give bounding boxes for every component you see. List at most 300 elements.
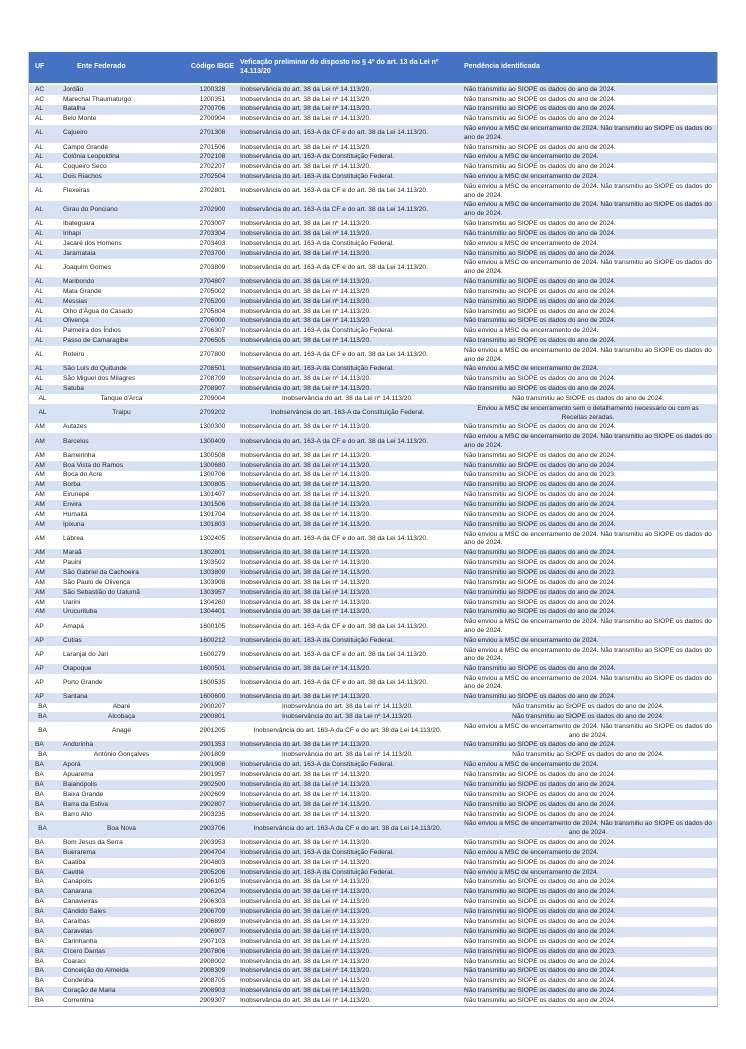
cell-pendencia: Não transmitiu ao SIOPE os dados do ano de 2024. (464, 297, 616, 305)
cell-uf: AL (35, 385, 44, 393)
cell-uf: BA (38, 713, 47, 721)
cell-uf: AP (35, 693, 44, 701)
cell-uf: AM (35, 423, 45, 431)
table-row (29, 888, 717, 898)
cell-uf: AP (35, 679, 44, 687)
cell-pendencia: Não transmitiu ao SIOPE os dados do ano de 2024. (464, 491, 616, 499)
cell-ente: Mata Grande (63, 287, 102, 295)
cell-ente: Caatiba (63, 858, 86, 866)
cell-codigo: 1301704 (199, 510, 226, 518)
cell-pendencia: Não transmitiu ao SIOPE os dados do ano de 2024. (464, 549, 616, 557)
table-row (29, 115, 717, 125)
cell-codigo: 1300508 (199, 451, 226, 459)
cell-uf: AL (35, 297, 44, 305)
cell-uf: BA (35, 888, 44, 896)
cell-pendencia: Não enviou a MSC de encerramento de 2024. Não transmitiu ao SIOPE os dados do ano de 2024. (464, 646, 712, 663)
table-row (29, 996, 717, 1006)
cell-pendencia: Não transmitiu ao SIOPE os dados do ano de 2024. (464, 461, 616, 469)
table-row (29, 307, 717, 317)
cell-codigo: 2906709 (199, 908, 226, 916)
cell-veiculacao: Inobservância do art. 38 da Lei nº 14.113/20. (240, 317, 371, 325)
cell-veiculacao: Inobservância do art. 38 da Lei nº 14.113/20. (240, 549, 371, 557)
cell-ente: Barreirinha (63, 451, 96, 459)
cell-pendencia: Não transmitiu ao SIOPE os dados do ano de 2024. (464, 317, 616, 325)
cell-codigo: 2901957 (199, 771, 226, 778)
cell-pendencia: Não transmitiu ao SIOPE os dados do ano de 2024. (464, 878, 616, 886)
cell-veiculacao: Inobservância do art. 163-A da Constituição Federal. (240, 327, 394, 335)
cell-veiculacao: Inobservância do art. 38 da Lei nº 14.113/20. (240, 297, 371, 305)
cell-codigo: 2708501 (199, 365, 226, 373)
cell-veiculacao: Inobservância do art. 38 da Lei nº 14.113/20. (240, 568, 371, 576)
cell-pendencia: Não transmitiu ao SIOPE os dados do ano de 2024. (464, 385, 616, 393)
cell-codigo: 2702801 (199, 187, 226, 195)
cell-pendencia: Não transmitiu ao SIOPE os dados do ano de 2024. (464, 143, 616, 151)
cell-uf: BA (35, 810, 44, 818)
table-row (29, 143, 717, 153)
cell-pendencia: Não transmitiu ao SIOPE os dados do ano de 2024. (464, 937, 616, 945)
pendencias-table (28, 52, 718, 1007)
cell-ente: Urucurituba (63, 608, 98, 616)
cell-uf: BA (35, 838, 44, 846)
header-ente: Ente Federado (77, 63, 126, 71)
cell-ente: Maraã (63, 549, 82, 557)
table-row (29, 219, 717, 229)
cell-veiculacao: Inobservância do art. 38 da Lei nº 14.113/20. (240, 578, 371, 586)
cell-uf: BA (35, 898, 44, 906)
cell-codigo: 2703809 (199, 263, 226, 271)
cell-ente: Jaramataia (63, 249, 96, 257)
cell-ente: São Miguel dos Milagres (63, 375, 136, 383)
header-pendencia: Pendência identificada (464, 63, 540, 71)
cell-uf: AL (35, 239, 44, 247)
cell-ente: Buerarema (63, 848, 96, 856)
cell-codigo: 2702504 (199, 173, 226, 181)
cell-codigo: 2906204 (199, 888, 226, 896)
table-row (29, 770, 717, 780)
cell-uf: AL (35, 365, 44, 373)
cell-codigo: 2703007 (199, 219, 226, 227)
cell-ente: Canavieiras (63, 898, 98, 906)
cell-veiculacao: Inobservância do art. 163-A da CF e do art. 38 da Lei 14.113/20. (240, 679, 428, 687)
cell-pendencia: Não transmitiu ao SIOPE os dados do ano de 2024. (464, 858, 616, 866)
cell-uf: BA (35, 800, 44, 808)
cell-uf: BA (35, 977, 44, 985)
cell-veiculacao: Inobservância do art. 38 da Lei nº 14.113/20. (240, 693, 371, 701)
table-row (29, 510, 717, 520)
cell-uf: AM (35, 501, 45, 509)
cell-veiculacao: Inobservância do art. 38 da Lei nº 14.113/20. (240, 337, 371, 345)
cell-ente: São Paulo de Olivença (63, 578, 131, 586)
cell-codigo: 2904803 (199, 858, 226, 866)
cell-ente: Cândido Sales (63, 908, 106, 916)
cell-ente: Boa Vista do Ramos (63, 461, 123, 469)
cell-pendencia: Não enviou a MSC de encerramento de 2024. Não transmitiu ao SIOPE os dados do ano de 2024. (464, 125, 712, 141)
table-row (29, 751, 717, 761)
cell-pendencia: Não transmitiu ao SIOPE os dados do ano de 2024. (464, 917, 616, 925)
cell-veiculacao: Inobservância do art. 163-A da Constituição Federal. (240, 848, 394, 856)
cell-veiculacao: Inobservância do art. 38 da Lei nº 14.113/20. (240, 451, 371, 459)
cell-veiculacao: Inobservância do art. 38 da Lei nº 14.113/20. (240, 898, 371, 906)
table-row (29, 598, 717, 608)
cell-ente: Coqueiro Seco (63, 163, 107, 171)
cell-pendencia: Não enviou a MSC de encerramento de 2024. Não transmitiu ao SIOPE os dados do ano de 2024. (464, 618, 712, 634)
cell-codigo: 2703403 (199, 239, 226, 247)
cell-ente: Barro Alto (63, 810, 92, 818)
cell-uf: BA (38, 751, 47, 759)
cell-veiculacao: Inobservância do art. 38 da Lei nº 14.113/20. (240, 598, 371, 606)
cell-codigo: 2705804 (199, 307, 226, 315)
cell-veiculacao: Inobservância do art. 38 da Lei nº 14.113/20. (240, 375, 371, 383)
cell-veiculacao: Inobservância do art. 163-A da CF e do art. 38 da Lei 14.113/20. (240, 650, 428, 658)
cell-pendencia: Não transmitiu ao SIOPE os dados do ano de 2024. (464, 838, 616, 846)
cell-codigo: 2900207 (199, 703, 226, 711)
cell-veiculacao: Inobservância do art. 38 da Lei nº 14.113/20. (282, 751, 413, 759)
cell-veiculacao: Inobservância do art. 38 da Lei nº 14.113/20. (240, 423, 371, 431)
cell-uf: AM (35, 437, 45, 445)
table-row (29, 404, 717, 422)
cell-pendencia: Não enviou a MSC de encerramento de 2024. (464, 868, 599, 876)
cell-pendencia: Não transmitiu ao SIOPE os dados do ano de 2024. (464, 105, 616, 113)
cell-veiculacao: Inobservância do art. 163-A da CF e do art. 38 da Lei 14.113/20. (240, 263, 428, 271)
cell-veiculacao: Inobservância do art. 38 da Lei nº 14.113/20. (240, 858, 371, 866)
cell-ente: Condeúba (63, 977, 94, 985)
cell-pendencia: Não transmitiu ao SIOPE os dados do ano de 2024. (464, 908, 616, 916)
cell-veiculacao: Inobservância do art. 38 da Lei nº 14.113/20. (240, 461, 371, 469)
table-row (29, 520, 717, 530)
cell-veiculacao: Inobservância do art. 38 da Lei nº 14.113/20. (240, 838, 371, 846)
cell-uf: AM (35, 471, 45, 479)
cell-uf: AM (35, 608, 45, 616)
table-row (29, 491, 717, 501)
cell-codigo: 2700706 (199, 105, 226, 113)
cell-ente: Coração de Maria (63, 987, 116, 995)
table-row (29, 530, 717, 548)
cell-pendencia: Não enviou a MSC de encerramento de 2024. (464, 761, 599, 769)
cell-pendencia: Não transmitiu ao SIOPE os dados do ano de 2024. (464, 115, 616, 123)
cell-ente: Andorinha (63, 741, 94, 749)
table-row (29, 163, 717, 173)
cell-veiculacao: Inobservância do art. 38 da Lei nº 14.113/20. (240, 471, 371, 479)
cell-uf: AM (35, 588, 45, 596)
table-row (29, 153, 717, 163)
cell-pendencia: Não transmitiu ao SIOPE os dados do ano de 2024. (464, 888, 616, 896)
cell-veiculacao: Inobservância do art. 38 da Lei nº 14.113/20. (240, 501, 371, 509)
cell-codigo: 1303809 (199, 568, 226, 576)
cell-veiculacao: Inobservância do art. 38 da Lei nº 14.113/20. (240, 385, 371, 393)
cell-codigo: 2705200 (199, 297, 226, 305)
cell-pendencia: Não enviou a MSC de encerramento de 2024. Não transmitiu ao SIOPE os dados do ano de 2024. (464, 722, 712, 739)
cell-ente: Tanque d'Arca (100, 395, 143, 403)
cell-uf: AL (38, 409, 47, 417)
cell-codigo: 1302405 (199, 535, 226, 543)
cell-codigo: 2702108 (199, 153, 226, 161)
cell-codigo: 2908309 (199, 967, 226, 975)
cell-veiculacao: Inobservância do art. 38 da Lei nº 14.113/20. (240, 491, 371, 499)
cell-codigo: 2906105 (199, 878, 226, 886)
cell-pendencia: Não transmitiu ao SIOPE os dados do ano de 2024. (464, 977, 616, 985)
cell-ente: Envira (63, 501, 82, 509)
cell-codigo: 1600105 (199, 622, 226, 630)
cell-codigo: 1304260 (199, 598, 226, 606)
cell-codigo: 2906899 (199, 917, 226, 925)
cell-veiculacao: Inobservância do art. 163-A da Constituição Federal. (240, 365, 394, 373)
cell-uf: AL (35, 263, 44, 271)
cell-veiculacao: Inobservância do art. 38 da Lei nº 14.113/20. (240, 115, 371, 123)
cell-codigo: 2909307 (199, 997, 226, 1005)
cell-pendencia: Não transmitiu ao SIOPE os dados do ano de 2024. (464, 741, 616, 749)
cell-ente: Abaré (112, 703, 131, 711)
cell-uf: AL (35, 327, 44, 335)
cell-uf: BA (35, 997, 44, 1005)
cell-uf: AC (35, 85, 45, 93)
cell-uf: BA (35, 741, 44, 749)
table-row (29, 712, 717, 722)
cell-uf: AM (35, 568, 45, 576)
cell-veiculacao: Inobservância do art. 38 da Lei nº 14.113/20. (240, 95, 371, 103)
table-row (29, 500, 717, 510)
cell-codigo: 2908002 (199, 957, 226, 965)
table-row (29, 558, 717, 568)
cell-pendencia: Não transmitiu ao SIOPE os dados do ano de 2024. (464, 510, 616, 518)
cell-uf: BA (35, 848, 44, 856)
cell-veiculacao: Inobservância do art. 38 da Lei nº 14.113/20. (240, 559, 371, 567)
cell-veiculacao: Inobservância do art. 38 da Lei nº 14.113/20. (240, 947, 371, 955)
cell-pendencia: Não transmitiu ao SIOPE os dados do ano de 2024. (464, 451, 616, 459)
cell-codigo: 2706505 (199, 337, 226, 345)
table-row (29, 327, 717, 337)
cell-pendencia: Não transmitiu ao SIOPE os dados do ano de 2024. (464, 810, 616, 818)
table-row (29, 549, 717, 559)
cell-ente: Caetité (63, 868, 84, 876)
cell-ente: Cajueiro (63, 129, 88, 137)
cell-ente: Cutias (63, 636, 82, 644)
table-row (29, 760, 717, 770)
cell-ente: Barcelos (63, 437, 89, 445)
cell-ente: Boca do Acre (63, 471, 103, 479)
cell-codigo: 1200328 (199, 85, 226, 93)
cell-uf: AL (35, 143, 44, 151)
cell-codigo: 2702900 (199, 205, 226, 213)
cell-codigo: 2908903 (199, 987, 226, 995)
cell-uf: AL (38, 395, 47, 403)
cell-veiculacao: Inobservância do art. 163-A da CF e do art. 38 da Lei 14.113/20. (240, 205, 428, 213)
table-header-row (29, 52, 717, 85)
cell-veiculacao: Inobservância do art. 38 da Lei nº 14.113/20. (240, 143, 371, 151)
cell-pendencia: Não enviou a MSC de encerramento de 2024. (464, 848, 599, 856)
cell-codigo: 1300409 (199, 437, 226, 445)
cell-codigo: 2700904 (199, 115, 226, 123)
cell-ente: Olho d'Água do Casado (63, 307, 133, 315)
cell-uf: AL (35, 129, 44, 137)
cell-ente: Humaitá (63, 510, 88, 518)
cell-pendencia: Não transmitiu ao SIOPE os dados do ano de 2024. (464, 85, 616, 93)
cell-pendencia: Não transmitiu ao SIOPE os dados do ano de 2024. (464, 249, 616, 257)
table-row (29, 800, 717, 810)
table-row (29, 703, 717, 713)
cell-uf: AM (35, 598, 45, 606)
cell-uf: AL (35, 105, 44, 113)
cell-uf: AL (35, 187, 44, 195)
cell-pendencia: Não enviou a MSC de encerramento de 2024. Não transmitiu ao SIOPE os dados do ano de 2024. (464, 530, 712, 547)
cell-veiculacao: Inobservância do art. 163-A da CF e do art. 38 da Lei 14.113/20. (240, 622, 428, 630)
cell-ente: Coaraci (63, 957, 86, 965)
cell-ente: Jordão (63, 85, 84, 93)
cell-ente: Flexeiras (63, 187, 90, 195)
cell-codigo: 2901205 (199, 727, 226, 735)
cell-pendencia: Não transmitiu ao SIOPE os dados do ano de 2024. (464, 375, 616, 383)
cell-veiculacao: Inobservância do art. 38 da Lei nº 14.113/20. (240, 987, 371, 995)
cell-uf: AP (35, 622, 44, 630)
table-row (29, 201, 717, 219)
cell-ente: Inhapi (63, 229, 81, 237)
cell-codigo: 2900801 (199, 713, 226, 721)
table-row (29, 173, 717, 183)
table-row (29, 423, 717, 433)
cell-codigo: 2705002 (199, 287, 226, 295)
table-body (29, 85, 717, 1006)
cell-codigo: 2901809 (199, 751, 226, 759)
cell-uf: AL (35, 351, 44, 359)
cell-pendencia: Não transmitiu ao SIOPE os dados do ano de 2024. (464, 800, 616, 808)
table-row (29, 229, 717, 239)
cell-uf: BA (35, 780, 44, 788)
cell-ente: Autazes (63, 423, 87, 431)
table-row (29, 674, 717, 692)
cell-uf: AL (35, 277, 44, 285)
cell-uf: AL (35, 173, 44, 181)
cell-pendencia: Não transmitiu ao SIOPE os dados do ano de 2024. (464, 790, 616, 798)
cell-uf: AL (35, 375, 44, 383)
cell-uf: BA (35, 790, 44, 798)
cell-veiculacao: Inobservância do art. 163-A da CF e do art. 38 da Lei 14.113/20. (253, 727, 442, 735)
cell-uf: AM (35, 559, 45, 567)
cell-ente: Roteiro (63, 351, 85, 359)
cell-codigo: 2701308 (199, 129, 226, 137)
table-row (29, 646, 717, 664)
cell-uf: AM (35, 549, 45, 557)
cell-veiculacao: Inobservância do art. 163-A da Constituição Federal. (240, 153, 394, 161)
cell-veiculacao: Inobservância do art. 38 da Lei nº 14.113/20. (240, 163, 371, 171)
cell-pendencia: Não enviou a MSC de encerramento de 2024. Não transmitiu ao SIOPE os dados do ano de 2024. (464, 183, 712, 199)
table-row (29, 608, 717, 618)
table-row (29, 259, 717, 277)
table-row (29, 249, 717, 259)
cell-veiculacao: Inobservância do art. 38 da Lei nº 14.113/20. (240, 510, 371, 518)
cell-veiculacao: Inobservância do art. 163-A da CF e do art. 38 da Lei 14.113/20. (253, 824, 442, 832)
cell-pendencia: Não transmitiu ao SIOPE os dados do ano de 2023. (464, 471, 616, 479)
cell-codigo: 1600212 (199, 636, 226, 644)
cell-codigo: 1600279 (199, 650, 226, 658)
header-uf: UF (35, 63, 45, 71)
cell-ente: Dois Riachos (63, 173, 102, 181)
cell-veiculacao: Inobservância do art. 38 da Lei nº 14.113/20. (240, 771, 371, 778)
table-row (29, 977, 717, 987)
cell-ente: Borba (63, 481, 81, 489)
cell-codigo: 1301803 (199, 520, 226, 528)
cell-codigo: 2906907 (199, 927, 226, 935)
cell-codigo: 1300300 (199, 423, 226, 431)
cell-pendencia: Não transmitiu ao SIOPE os dados do ano de 2024. (464, 693, 616, 701)
cell-ente: Maribondo (63, 277, 95, 285)
cell-pendencia: Não transmitiu ao SIOPE os dados do ano de 2024. (464, 987, 616, 995)
cell-veiculacao: Inobservância do art. 38 da Lei nº 14.113/20. (240, 908, 371, 916)
cell-uf: BA (35, 957, 44, 965)
cell-veiculacao: Inobservância do art. 38 da Lei nº 14.113/20. (240, 927, 371, 935)
cell-ente: Apuarema (63, 771, 94, 778)
table-row (29, 588, 717, 598)
cell-veiculacao: Inobservância do art. 38 da Lei nº 14.113/20. (240, 287, 371, 295)
cell-veiculacao: Inobservância do art. 38 da Lei nº 14.113/20. (282, 395, 413, 403)
cell-ente: São Gabriel da Cachoeira (63, 568, 139, 576)
table-row (29, 346, 717, 364)
cell-veiculacao: Inobservância do art. 38 da Lei nº 14.113/20. (240, 520, 371, 528)
cell-pendencia: Não transmitiu ao SIOPE os dados do ano de 2024. (464, 927, 616, 935)
cell-pendencia: Não transmitiu ao SIOPE os dados do ano de 2024. (464, 277, 616, 285)
cell-veiculacao: Inobservância do art. 38 da Lei nº 14.113/20. (240, 800, 371, 808)
cell-ente: Carinhanha (63, 937, 98, 945)
cell-codigo: 1600501 (199, 665, 226, 673)
cell-veiculacao: Inobservância do art. 38 da Lei nº 14.113/20. (240, 481, 371, 489)
cell-pendencia: Não transmitiu ao SIOPE os dados do ano de 2024. (464, 501, 616, 509)
table-row (29, 578, 717, 588)
cell-codigo: 1600535 (199, 679, 226, 687)
cell-ente: Baixa Grande (63, 790, 104, 798)
cell-uf: AP (35, 650, 44, 658)
cell-ente: Colônia Leopoldina (63, 153, 120, 161)
cell-ente: Belo Monte (63, 115, 97, 123)
cell-veiculacao: Inobservância do art. 38 da Lei nº 14.113/20. (240, 917, 371, 925)
table-row (29, 287, 717, 297)
table-row (29, 618, 717, 636)
cell-veiculacao: Inobservância do art. 163-A da Constituição Federal. (240, 636, 394, 644)
cell-pendencia: Não transmitiu ao SIOPE os dados do ano de 2024. (464, 307, 616, 315)
cell-uf: AL (35, 317, 44, 325)
cell-uf: AL (35, 337, 44, 345)
cell-codigo: 2904704 (199, 848, 226, 856)
cell-ente: São Sebastião do Uatumã (63, 588, 140, 596)
cell-veiculacao: Inobservância do art. 163-A da Constituição Federal. (240, 239, 394, 247)
table-row (29, 239, 717, 249)
cell-codigo: 2902807 (199, 800, 226, 808)
cell-codigo: 1304401 (199, 608, 226, 616)
cell-veiculacao: Inobservância do art. 38 da Lei nº 14.113/20. (240, 608, 371, 616)
cell-codigo: 1300805 (199, 481, 226, 489)
cell-veiculacao: Inobservância do art. 38 da Lei nº 14.113/20. (240, 85, 371, 93)
table-row (29, 780, 717, 790)
cell-pendencia: Não transmitiu ao SIOPE os dados do ano de 2024. (464, 997, 616, 1005)
cell-ente: Pauini (63, 559, 82, 567)
cell-codigo: 2706307 (199, 327, 226, 335)
cell-pendencia: Não transmitiu ao SIOPE os dados do ano de 2024. (464, 95, 616, 103)
cell-pendencia: Não enviou a MSC de encerramento de 2024. (464, 239, 599, 247)
cell-codigo: 1300680 (199, 461, 226, 469)
cell-uf: BA (35, 927, 44, 935)
cell-uf: AL (35, 115, 44, 123)
cell-uf: AM (35, 491, 45, 499)
cell-codigo: 2708709 (199, 375, 226, 383)
cell-veiculacao: Inobservância do art. 38 da Lei nº 14.113/20. (240, 937, 371, 945)
table-row (29, 741, 717, 751)
cell-uf: AL (35, 287, 44, 295)
cell-pendencia: Não transmitiu ao SIOPE os dados do ano de 2024. (464, 967, 616, 975)
table-row (29, 85, 717, 95)
cell-veiculacao: Inobservância do art. 163-A da CF e do art. 38 da Lei 14.113/20. (240, 535, 428, 543)
cell-ente: Porto Grande (63, 679, 103, 687)
cell-uf: AL (35, 307, 44, 315)
cell-pendencia: Não transmitiu ao SIOPE os dados do ano de 2024. (464, 229, 616, 237)
cell-pendencia: Não enviou a MSC de encerramento de 2024. Não transmitiu ao SIOPE os dados do ano de 2024. (464, 433, 712, 449)
cell-ente: Ibateguara (63, 219, 95, 227)
